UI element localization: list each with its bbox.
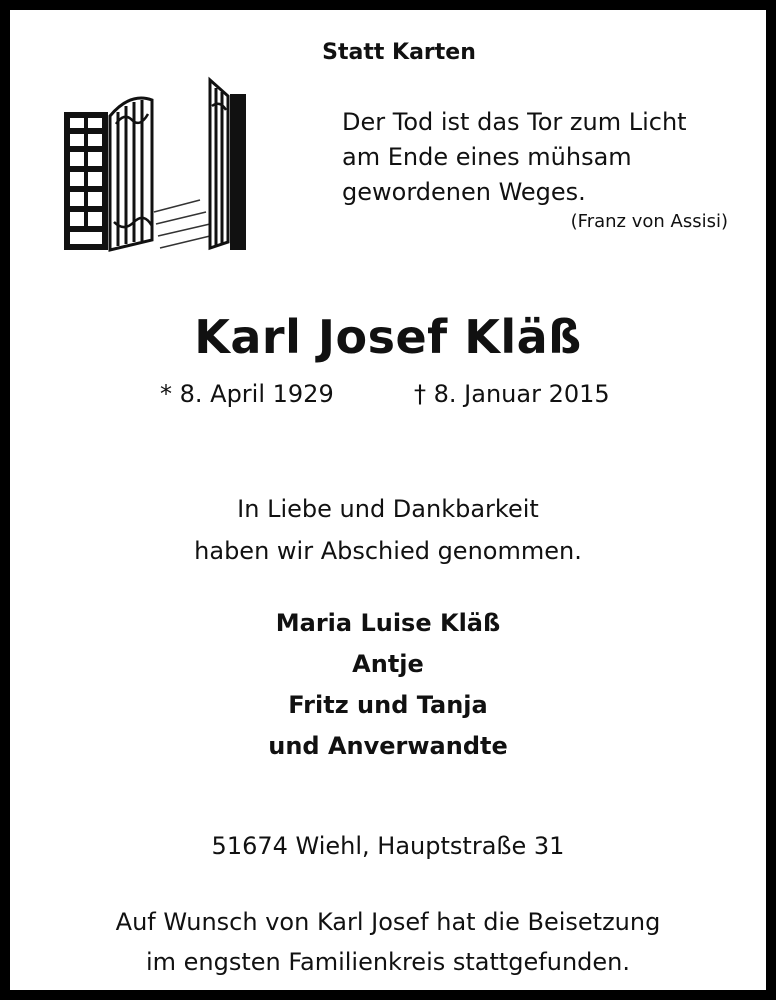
family-signatures (10, 603, 766, 767)
birth-date: * 8. April 1929 (160, 380, 334, 408)
burial-notice (10, 902, 766, 982)
quote-block (342, 105, 742, 210)
quote-attribution: (Franz von Assisi) (570, 211, 728, 232)
tribute-line: haben wir Abschied genommen. (194, 537, 582, 565)
notice-line: Auf Wunsch von Karl Josef hat die Beisetzung (115, 908, 661, 936)
deceased-name: Karl Josef Kläß (194, 310, 582, 364)
tribute-text (10, 488, 766, 572)
tribute-line: In Liebe und Dankbarkeit (237, 495, 539, 523)
family-member: Fritz und Tanja (288, 691, 488, 719)
family-member: und Anverwandte (268, 732, 508, 760)
quote-line: Der Tod ist das Tor zum Licht (342, 108, 687, 136)
quote-line: gewordenen Weges. (342, 178, 586, 206)
statt-karten-heading: Statt Karten (322, 40, 476, 65)
family-member: Antje (352, 650, 424, 678)
address: 51674 Wiehl, Hauptstraße 31 (211, 832, 565, 860)
family-member: Maria Luise Kläß (275, 609, 501, 637)
death-date: † 8. Januar 2015 (414, 380, 610, 408)
notice-line: im engsten Familienkreis stattgefunden. (145, 948, 631, 976)
quote-line: am Ende eines mühsam (342, 143, 632, 171)
open-gate-icon (60, 72, 260, 252)
